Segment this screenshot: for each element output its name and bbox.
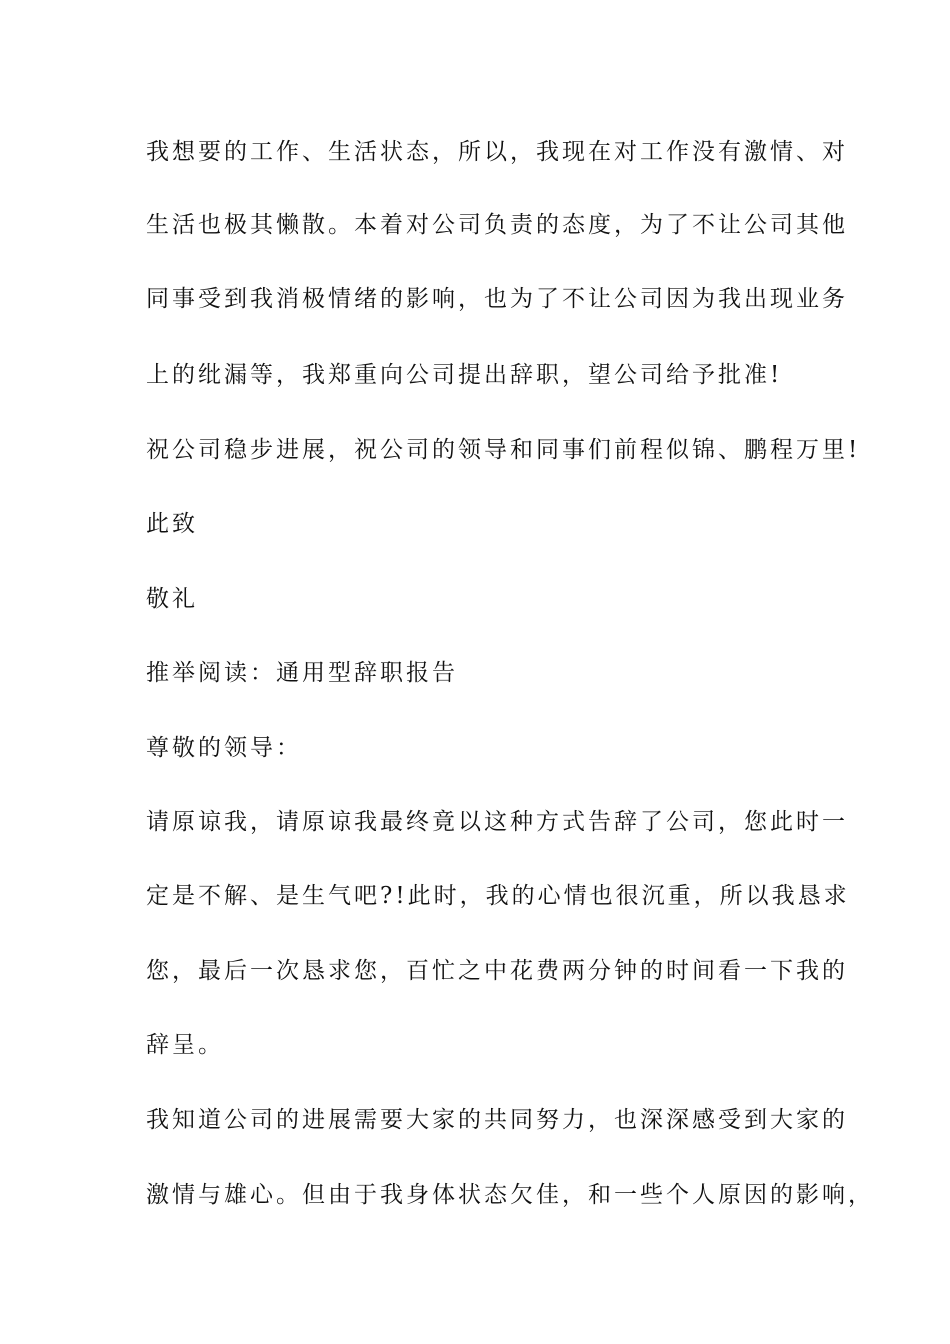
paragraph-line: 我知道公司的进展需要大家的共同努力，也深深感受到大家的	[146, 1107, 848, 1133]
greeting: 尊敬的领导：	[146, 735, 302, 761]
wishes-line: 祝公司稳步进展，祝公司的领导和同事们前程似锦、鹏程万里!	[146, 437, 861, 463]
paragraph-line: 同事受到我消极情绪的影响，也为了不让公司因为我出现业务	[146, 286, 848, 312]
paragraph-line: 您，最后一次恳求您，百忙之中花费两分钟的时间看一下我的	[146, 958, 848, 984]
paragraph-line: 上的纰漏等，我郑重向公司提出辞职，望公司给予批准!	[146, 362, 783, 388]
paragraph-line: 定是不解、是生气吧?!此时，我的心情也很沉重，所以我恳求	[146, 883, 850, 909]
paragraph-line: 请原谅我，请原谅我最终竟以这种方式告辞了公司，您此时一	[146, 809, 848, 835]
recommended-reading: 推举阅读：通用型辞职报告	[146, 660, 458, 686]
paragraph-line: 生活也极其懒散。本着对公司负责的态度，为了不让公司其他	[146, 212, 848, 238]
paragraph-line: 激情与雄心。但由于我身体状态欠佳，和一些个人原因的影响，	[146, 1182, 874, 1208]
paragraph-line: 我想要的工作、生活状态，所以，我现在对工作没有激情、对	[146, 139, 848, 165]
closing-salutation: 此致	[146, 511, 198, 537]
closing-regards: 敬礼	[146, 586, 198, 612]
paragraph-line: 辞呈。	[146, 1032, 224, 1058]
